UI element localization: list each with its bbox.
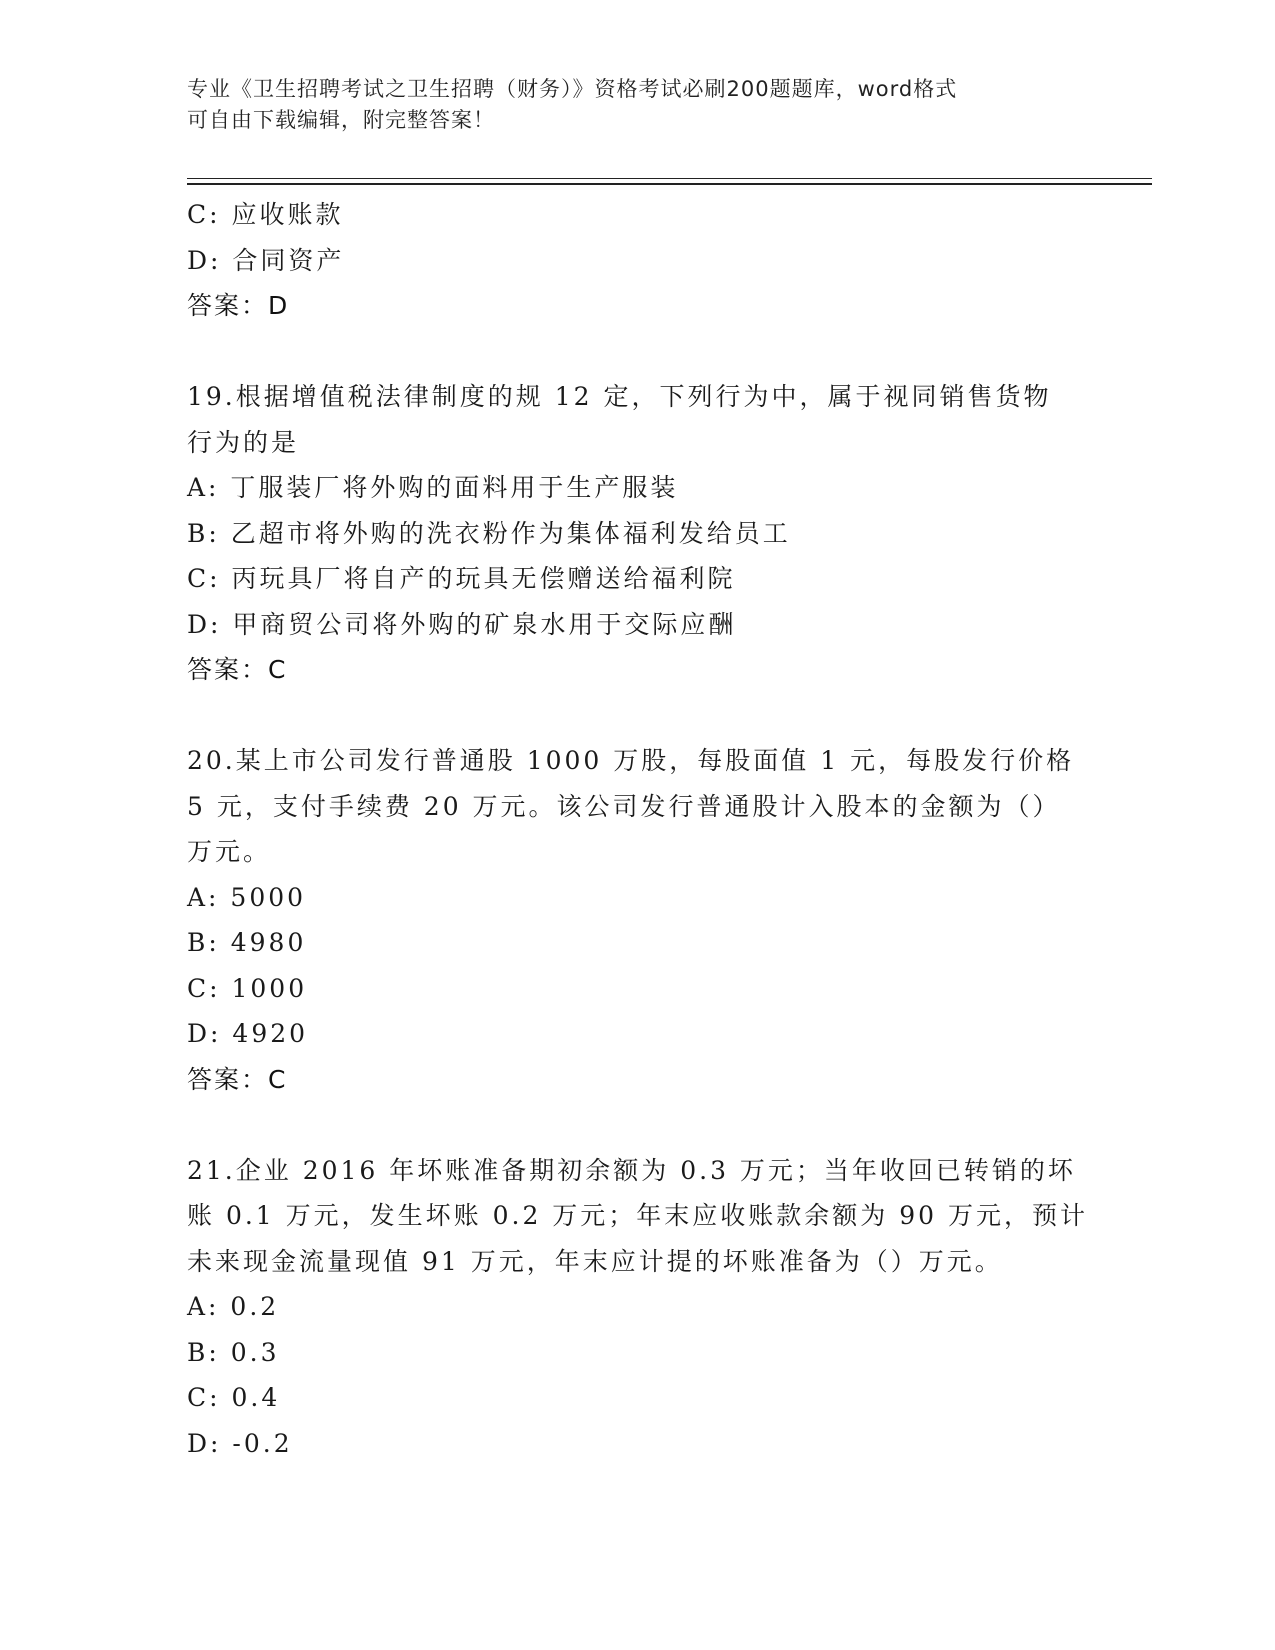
spacer — [187, 329, 1087, 375]
question-list — [187, 192, 1087, 1466]
option-d: D: 4920 — [187, 1019, 309, 1048]
option-c: C: 1000 — [187, 973, 308, 1003]
answer: 答案：C — [187, 655, 288, 684]
option-b: B: 0.3 — [187, 1337, 280, 1367]
answer: 答案：D — [187, 291, 290, 320]
question-18-tail — [187, 192, 1087, 329]
header-line-2: 可自由下载编辑，附完整答案！ — [187, 108, 495, 132]
document-header — [187, 74, 1067, 136]
option-a: A: 5000 — [187, 882, 307, 912]
option-b: B: 4980 — [187, 928, 307, 957]
option-d: D: -0.2 — [187, 1428, 293, 1458]
question-19 — [187, 374, 1087, 693]
spacer — [187, 693, 1087, 739]
question-20 — [187, 738, 1087, 1102]
option-c: C: 丙玩具厂将自产的玩具无偿赠送给福利院 — [187, 564, 736, 593]
option-d: D: 甲商贸公司将外购的矿泉水用于交际应酬 — [187, 609, 737, 639]
option-b: B: 乙超市将外购的洗衣粉作为集体福利发给员工 — [187, 518, 791, 548]
spacer — [187, 1102, 1087, 1148]
header-divider-thin — [187, 178, 1152, 179]
option-a: A: 丁服装厂将外购的面料用于生产服装 — [187, 473, 679, 502]
question-21 — [187, 1148, 1087, 1467]
answer: 答案：C — [187, 1064, 288, 1094]
option-d: D: 合同资产 — [187, 245, 345, 275]
question-stem: 5 元，支付手续费 20 万元。该公司发行普通股计入股本的金额为（） — [187, 791, 1061, 821]
question-stem: 20.某上市公司发行普通股 1000 万股，每股面值 1 元，每股发行价格 — [187, 746, 1075, 775]
question-stem: 万元。 — [187, 837, 272, 866]
question-stem: 21.企业 2016 年坏账准备期初余额为 0.3 万元；当年收回已转销的坏 — [187, 1155, 1076, 1185]
question-stem: 账 0.1 万元，发生坏账 0.2 万元；年末应收账款余额为 90 万元，预计 — [187, 1201, 1089, 1230]
question-stem: 未来现金流量现值 91 万元，年末应计提的坏账准备为（）万元。 — [187, 1246, 1003, 1276]
option-c: C: 应收账款 — [187, 200, 344, 229]
option-a: A: 0.2 — [187, 1292, 280, 1321]
question-stem: 19.根据增值税法律制度的规 12 定，下列行为中，属于视同销售货物 — [187, 382, 1052, 411]
header-line-1: 专业《卫生招聘考试之卫生招聘（财务）》资格考试必刷200题题库，word格式 — [187, 77, 958, 101]
option-c: C: 0.4 — [187, 1383, 281, 1412]
header-divider-thick — [187, 183, 1152, 185]
question-stem: 行为的是 — [187, 427, 300, 457]
